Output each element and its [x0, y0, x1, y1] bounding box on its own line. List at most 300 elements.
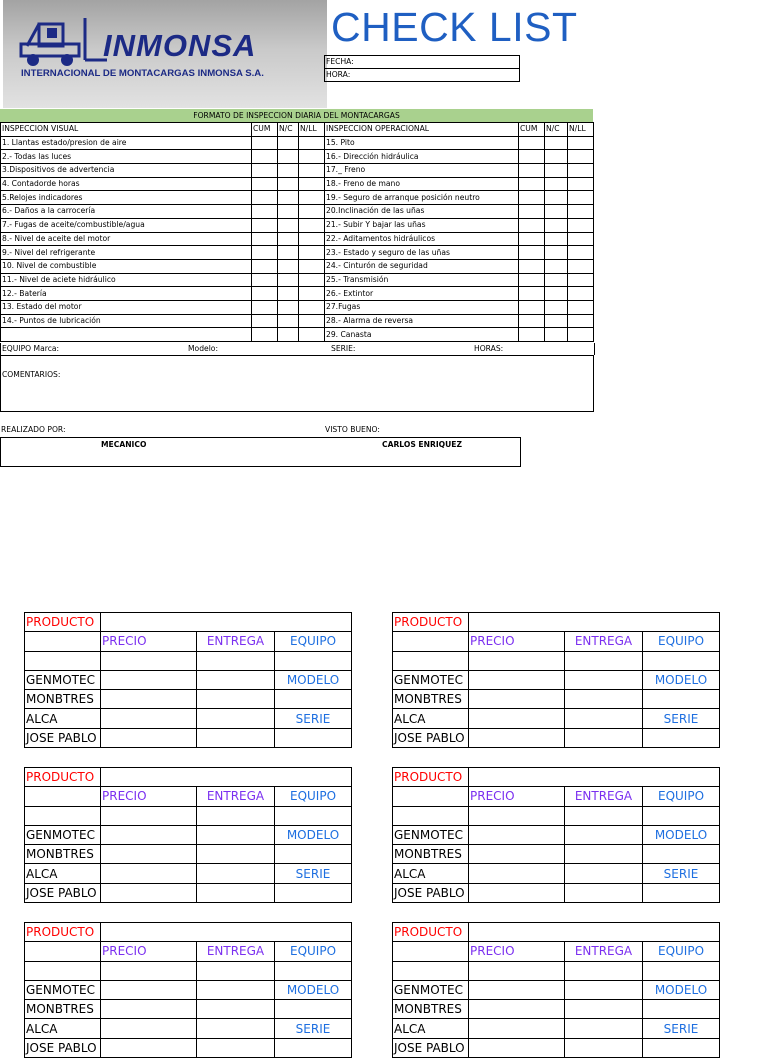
- empty-cell[interactable]: [565, 806, 643, 825]
- equipo-serie-label: SERIE:: [331, 344, 356, 353]
- operational-nll-check[interactable]: [568, 232, 594, 246]
- precio-header: PRECIO: [469, 942, 565, 961]
- operational-nll-check[interactable]: [568, 246, 594, 260]
- operational-nll-check[interactable]: [568, 191, 594, 205]
- operational-cum-check[interactable]: [519, 273, 545, 287]
- visual-cum-check[interactable]: [252, 259, 278, 273]
- logo-tagline: INTERNACIONAL DE MONTACARGAS INMONSA S.A.: [21, 68, 264, 79]
- vendor-row: [393, 845, 720, 864]
- vendor-label: JOSE PABLO: [393, 1038, 469, 1057]
- operational-item: 26.- Extintor: [325, 287, 519, 301]
- visual-nc-check[interactable]: [278, 205, 299, 219]
- empty-cell[interactable]: [101, 651, 197, 670]
- entrega-cell[interactable]: [197, 980, 275, 999]
- visual-nll-check[interactable]: [299, 205, 325, 219]
- producto-value[interactable]: [469, 923, 720, 942]
- visual-nc-check[interactable]: [278, 259, 299, 273]
- inspection-row: [1, 328, 594, 342]
- equipo-cell[interactable]: [643, 1038, 720, 1057]
- visual-nll-check[interactable]: [299, 259, 325, 273]
- empty-cell[interactable]: [469, 651, 565, 670]
- empty-cell: [393, 806, 469, 825]
- precio-header: PRECIO: [101, 787, 197, 806]
- operational-cum-check[interactable]: [519, 328, 545, 342]
- operational-nll-check[interactable]: [568, 287, 594, 301]
- visual-nc-check[interactable]: [278, 300, 299, 314]
- precio-cell[interactable]: [469, 864, 565, 883]
- precio-cell[interactable]: [101, 1038, 197, 1057]
- visual-nc-check[interactable]: [278, 232, 299, 246]
- operational-item: 19.- Seguro de arranque posición neutro: [325, 191, 519, 205]
- entrega-cell[interactable]: [197, 825, 275, 844]
- vendor-label: ALCA: [25, 1019, 101, 1038]
- vendor-label: ALCA: [393, 1019, 469, 1038]
- empty-cell[interactable]: [197, 961, 275, 980]
- visual-item: 12.- Batería: [1, 287, 252, 301]
- operational-nc-check[interactable]: [545, 273, 568, 287]
- operational-cum-check[interactable]: [519, 164, 545, 178]
- visual-nll-check[interactable]: [299, 273, 325, 287]
- entrega-header: ENTREGA: [197, 942, 275, 961]
- realizado-label: REALIZADO POR:: [1, 425, 66, 434]
- vendor-label: ALCA: [25, 709, 101, 728]
- operational-cum-check[interactable]: [519, 150, 545, 164]
- operational-item: 20.Inclinación de las uñas: [325, 205, 519, 219]
- visual-nc-check[interactable]: [278, 287, 299, 301]
- visual-nc-check[interactable]: [278, 177, 299, 191]
- entrega-cell[interactable]: [565, 1038, 643, 1057]
- operational-nc-check[interactable]: [545, 150, 568, 164]
- column-header-row: [393, 632, 720, 651]
- precio-header: PRECIO: [469, 632, 565, 651]
- empty-cell[interactable]: [197, 651, 275, 670]
- page-title: CHECK LIST: [331, 4, 578, 50]
- visual-nll-check[interactable]: [299, 150, 325, 164]
- equipo-cell[interactable]: [275, 883, 352, 902]
- visual-nc-check[interactable]: [278, 273, 299, 287]
- operational-nll-check[interactable]: [568, 177, 594, 191]
- visual-cum-check[interactable]: [252, 314, 278, 328]
- visual-item: 3.Dispositivos de advertencia: [1, 164, 252, 178]
- visual-nc-check[interactable]: [278, 246, 299, 260]
- visual-nll-check[interactable]: [299, 136, 325, 150]
- blank-row: [25, 961, 352, 980]
- entrega-cell[interactable]: [565, 845, 643, 864]
- operational-nc-check[interactable]: [545, 314, 568, 328]
- visual-item: 10. Nivel de combustible: [1, 259, 252, 273]
- precio-cell[interactable]: [469, 845, 565, 864]
- operational-cum-check[interactable]: [519, 136, 545, 150]
- operational-cum-check[interactable]: [519, 232, 545, 246]
- visual-item: 11.- Nivel de aciete hidráulico: [1, 273, 252, 287]
- visual-nll-check[interactable]: [299, 177, 325, 191]
- inspection-row: [1, 205, 594, 219]
- inspection-row: [1, 273, 594, 287]
- visual-cum-check[interactable]: [252, 246, 278, 260]
- precio-cell[interactable]: [469, 883, 565, 902]
- blank-row: [25, 651, 352, 670]
- vendor-label: GENMOTEC: [25, 980, 101, 999]
- visual-cum-check[interactable]: [252, 150, 278, 164]
- visual-nll-check[interactable]: [299, 287, 325, 301]
- operational-cum-check[interactable]: [519, 300, 545, 314]
- modelo-label: MODELO: [275, 670, 352, 689]
- vendor-row: [393, 883, 720, 902]
- empty-cell: [393, 787, 469, 806]
- precio-cell[interactable]: [101, 709, 197, 728]
- inspection-row: [1, 246, 594, 260]
- nc-header: N/C: [278, 123, 299, 137]
- visual-item: [1, 328, 252, 342]
- entrega-cell[interactable]: [197, 670, 275, 689]
- vendor-label: MONBTRES: [393, 845, 469, 864]
- empty-cell[interactable]: [565, 961, 643, 980]
- hora-field[interactable]: HORA:: [325, 69, 520, 82]
- operational-item: 16.- Dirección hidráulica: [325, 150, 519, 164]
- empty-cell[interactable]: [469, 806, 565, 825]
- visual-nll-check[interactable]: [299, 300, 325, 314]
- operational-cum-check[interactable]: [519, 259, 545, 273]
- precio-cell[interactable]: [101, 690, 197, 709]
- entrega-cell[interactable]: [565, 864, 643, 883]
- column-header-row: [25, 787, 352, 806]
- equipo-cell[interactable]: [643, 1000, 720, 1019]
- entrega-cell[interactable]: [565, 883, 643, 902]
- visual-nc-check[interactable]: [278, 150, 299, 164]
- operational-nll-check[interactable]: [568, 300, 594, 314]
- inspection-row: [1, 300, 594, 314]
- entrega-header: ENTREGA: [565, 942, 643, 961]
- visual-item: 9.- Nivel del refrigerante: [1, 246, 252, 260]
- precio-cell[interactable]: [101, 980, 197, 999]
- visual-cum-check[interactable]: [252, 177, 278, 191]
- precio-cell[interactable]: [469, 709, 565, 728]
- operational-nll-check[interactable]: [568, 164, 594, 178]
- vendor-row: [25, 1019, 352, 1038]
- forklift-icon: [17, 16, 109, 68]
- operational-nc-check[interactable]: [545, 287, 568, 301]
- inspection-header-row: [1, 123, 594, 137]
- carlos-label: CARLOS ENRIQUEZ: [382, 440, 462, 449]
- inspection-table: [0, 122, 594, 342]
- entrega-cell[interactable]: [197, 1000, 275, 1019]
- mecanico-label: MECANICO: [101, 440, 147, 449]
- precio-cell[interactable]: [101, 845, 197, 864]
- equipo-cell[interactable]: [275, 845, 352, 864]
- producto-label: PRODUCTO: [393, 613, 469, 632]
- entrega-cell[interactable]: [197, 1019, 275, 1038]
- equipo-header: EQUIPO: [275, 787, 352, 806]
- fecha-field[interactable]: FECHA:: [325, 56, 520, 69]
- precio-cell[interactable]: [469, 690, 565, 709]
- equipo-cell[interactable]: [275, 728, 352, 747]
- empty-cell[interactable]: [197, 806, 275, 825]
- visual-nc-check[interactable]: [278, 328, 299, 342]
- empty-cell[interactable]: [643, 961, 720, 980]
- operational-nc-check[interactable]: [545, 177, 568, 191]
- entrega-cell[interactable]: [197, 864, 275, 883]
- vendor-label: GENMOTEC: [393, 670, 469, 689]
- operational-nll-check[interactable]: [568, 259, 594, 273]
- operational-nll-check[interactable]: [568, 136, 594, 150]
- visual-item: 8.- Nivel de aceite del motor: [1, 232, 252, 246]
- empty-cell[interactable]: [101, 806, 197, 825]
- operational-cum-check[interactable]: [519, 246, 545, 260]
- entrega-cell[interactable]: [565, 690, 643, 709]
- visual-nc-check[interactable]: [278, 314, 299, 328]
- column-header-row: [25, 942, 352, 961]
- empty-cell[interactable]: [469, 961, 565, 980]
- vendor-label: GENMOTEC: [393, 825, 469, 844]
- operational-nll-check[interactable]: [568, 273, 594, 287]
- visual-nll-check[interactable]: [299, 218, 325, 232]
- precio-cell[interactable]: [101, 728, 197, 747]
- operational-nll-check[interactable]: [568, 150, 594, 164]
- precio-cell[interactable]: [469, 1038, 565, 1057]
- entrega-cell[interactable]: [197, 709, 275, 728]
- visual-nll-check[interactable]: [299, 246, 325, 260]
- visual-cum-check[interactable]: [252, 287, 278, 301]
- precio-header: PRECIO: [101, 942, 197, 961]
- operational-nll-check[interactable]: [568, 314, 594, 328]
- equipo-cell[interactable]: [275, 1000, 352, 1019]
- entrega-cell[interactable]: [565, 1019, 643, 1038]
- empty-cell[interactable]: [275, 651, 352, 670]
- producto-row: [25, 768, 352, 787]
- operational-nc-check[interactable]: [545, 136, 568, 150]
- operational-nc-check[interactable]: [545, 300, 568, 314]
- operational-item: 29. Canasta: [325, 328, 519, 342]
- visual-header: INSPECCION VISUAL: [1, 123, 252, 137]
- vendor-label: MONBTRES: [25, 845, 101, 864]
- producto-value[interactable]: [469, 768, 720, 787]
- entrega-cell[interactable]: [565, 1000, 643, 1019]
- producto-value[interactable]: [101, 768, 352, 787]
- operational-cum-check[interactable]: [519, 191, 545, 205]
- serie-label: SERIE: [643, 709, 720, 728]
- serie-label: SERIE: [275, 709, 352, 728]
- visual-cum-check[interactable]: [252, 191, 278, 205]
- entrega-header: ENTREGA: [197, 787, 275, 806]
- visual-nll-check[interactable]: [299, 314, 325, 328]
- vendor-label: ALCA: [25, 864, 101, 883]
- entrega-cell[interactable]: [197, 728, 275, 747]
- operational-item: 24.- Cinturón de seguridad: [325, 259, 519, 273]
- visual-nc-check[interactable]: [278, 164, 299, 178]
- visto-bueno-label: VISTO BUENO:: [325, 425, 380, 434]
- visual-cum-check[interactable]: [252, 232, 278, 246]
- visual-nc-check[interactable]: [278, 191, 299, 205]
- cum-header: CUM: [252, 123, 278, 137]
- vendor-row: [25, 845, 352, 864]
- precio-cell[interactable]: [469, 728, 565, 747]
- empty-cell[interactable]: [643, 651, 720, 670]
- operational-nc-check[interactable]: [545, 246, 568, 260]
- visual-nc-check[interactable]: [278, 136, 299, 150]
- vendor-label: ALCA: [393, 709, 469, 728]
- empty-cell: [393, 961, 469, 980]
- operational-cum-check[interactable]: [519, 205, 545, 219]
- producto-label: PRODUCTO: [393, 923, 469, 942]
- entrega-cell[interactable]: [565, 709, 643, 728]
- equipo-cell[interactable]: [643, 883, 720, 902]
- entrega-cell[interactable]: [197, 1038, 275, 1057]
- precio-header: PRECIO: [101, 632, 197, 651]
- operational-nll-check[interactable]: [568, 218, 594, 232]
- serie-label: SERIE: [643, 1019, 720, 1038]
- inspection-row: [1, 164, 594, 178]
- vendor-label: JOSE PABLO: [25, 1038, 101, 1057]
- visual-cum-check[interactable]: [252, 205, 278, 219]
- entrega-cell[interactable]: [197, 845, 275, 864]
- modelo-label: MODELO: [643, 825, 720, 844]
- precio-cell[interactable]: [101, 825, 197, 844]
- operational-nll-check[interactable]: [568, 205, 594, 219]
- operational-nc-check[interactable]: [545, 328, 568, 342]
- vendor-row: [25, 670, 352, 689]
- visual-nll-check[interactable]: [299, 232, 325, 246]
- equipo-cell[interactable]: [275, 1038, 352, 1057]
- producto-value[interactable]: [101, 923, 352, 942]
- vendor-row: [393, 1038, 720, 1057]
- visual-nll-check[interactable]: [299, 328, 325, 342]
- entrega-cell[interactable]: [197, 883, 275, 902]
- visual-item: 14.- Puntos de lubricación: [1, 314, 252, 328]
- visual-cum-check[interactable]: [252, 328, 278, 342]
- equipo-marca-label: EQUIPO Marca:: [2, 344, 60, 353]
- empty-cell[interactable]: [275, 806, 352, 825]
- cum-header: CUM: [519, 123, 545, 137]
- equipo-cell[interactable]: [643, 845, 720, 864]
- form-title: FORMATO DE INSPECCION DIARIA DEL MONTACARGAS: [0, 109, 593, 122]
- product-grid: [24, 612, 352, 748]
- vendor-label: ALCA: [393, 864, 469, 883]
- vendor-row: [25, 864, 352, 883]
- empty-cell: [25, 942, 101, 961]
- visual-nll-check[interactable]: [299, 164, 325, 178]
- precio-cell[interactable]: [469, 980, 565, 999]
- producto-value[interactable]: [101, 613, 352, 632]
- empty-cell[interactable]: [275, 961, 352, 980]
- vendor-row: [393, 690, 720, 709]
- operational-cum-check[interactable]: [519, 287, 545, 301]
- operational-item: 23.- Estado y seguro de las uñas: [325, 246, 519, 260]
- precio-cell[interactable]: [101, 864, 197, 883]
- vendor-label: GENMOTEC: [25, 670, 101, 689]
- producto-row: [393, 613, 720, 632]
- visual-cum-check[interactable]: [252, 136, 278, 150]
- inspection-row: [1, 191, 594, 205]
- vendor-row: [25, 1000, 352, 1019]
- operational-cum-check[interactable]: [519, 177, 545, 191]
- blank-row: [25, 806, 352, 825]
- equipo-cell[interactable]: [643, 728, 720, 747]
- operational-nc-check[interactable]: [545, 191, 568, 205]
- visual-nc-check[interactable]: [278, 218, 299, 232]
- equipo-header: EQUIPO: [643, 942, 720, 961]
- precio-header: PRECIO: [469, 787, 565, 806]
- column-header-row: [25, 632, 352, 651]
- operational-nc-check[interactable]: [545, 164, 568, 178]
- operational-nll-check[interactable]: [568, 328, 594, 342]
- modelo-label: MODELO: [275, 980, 352, 999]
- empty-cell[interactable]: [101, 961, 197, 980]
- precio-cell[interactable]: [469, 1019, 565, 1038]
- precio-cell[interactable]: [101, 670, 197, 689]
- equipo-header: EQUIPO: [643, 632, 720, 651]
- precio-cell[interactable]: [469, 670, 565, 689]
- precio-cell[interactable]: [101, 1000, 197, 1019]
- visual-nll-check[interactable]: [299, 191, 325, 205]
- operational-item: 27.Fugas: [325, 300, 519, 314]
- vendor-label: MONBTRES: [25, 1000, 101, 1019]
- operational-cum-check[interactable]: [519, 218, 545, 232]
- precio-cell[interactable]: [101, 1019, 197, 1038]
- inspection-row: [1, 287, 594, 301]
- signature-box: [0, 437, 521, 467]
- operational-cum-check[interactable]: [519, 314, 545, 328]
- blank-row: [393, 651, 720, 670]
- entrega-cell[interactable]: [565, 670, 643, 689]
- modelo-label: MODELO: [275, 825, 352, 844]
- entrega-cell[interactable]: [565, 980, 643, 999]
- entrega-cell[interactable]: [565, 825, 643, 844]
- equipo-cell[interactable]: [275, 690, 352, 709]
- producto-value[interactable]: [469, 613, 720, 632]
- column-header-row: [393, 787, 720, 806]
- producto-label: PRODUCTO: [25, 768, 101, 787]
- empty-cell[interactable]: [643, 806, 720, 825]
- operational-nc-check[interactable]: [545, 205, 568, 219]
- product-grid: [392, 922, 720, 1058]
- blank-row: [393, 806, 720, 825]
- visual-item: 1. Llantas estado/presion de aire: [1, 136, 252, 150]
- producto-row: [25, 613, 352, 632]
- equipo-header: EQUIPO: [643, 787, 720, 806]
- vendor-row: [393, 1019, 720, 1038]
- operational-nc-check[interactable]: [545, 232, 568, 246]
- operational-item: 22.- Aditamentos hidráulicos: [325, 232, 519, 246]
- visual-cum-check[interactable]: [252, 273, 278, 287]
- vendor-label: MONBTRES: [393, 690, 469, 709]
- operational-nc-check[interactable]: [545, 259, 568, 273]
- vendor-row: [393, 728, 720, 747]
- inspection-row: [1, 259, 594, 273]
- column-header-row: [393, 942, 720, 961]
- comentarios-box[interactable]: [0, 355, 594, 412]
- visual-item: 2.- Todas las luces: [1, 150, 252, 164]
- operational-nc-check[interactable]: [545, 218, 568, 232]
- visual-cum-check[interactable]: [252, 300, 278, 314]
- operational-item: 25.- Transmisión: [325, 273, 519, 287]
- precio-cell[interactable]: [469, 825, 565, 844]
- visual-cum-check[interactable]: [252, 218, 278, 232]
- vendor-label: MONBTRES: [393, 1000, 469, 1019]
- precio-cell[interactable]: [101, 883, 197, 902]
- equipo-cell[interactable]: [643, 690, 720, 709]
- company-logo: [3, 0, 327, 108]
- producto-row: [393, 768, 720, 787]
- inspection-row: [1, 150, 594, 164]
- vendor-row: [25, 709, 352, 728]
- vendor-row: [393, 825, 720, 844]
- visual-cum-check[interactable]: [252, 164, 278, 178]
- entrega-cell[interactable]: [565, 728, 643, 747]
- empty-cell[interactable]: [565, 651, 643, 670]
- empty-cell: [393, 942, 469, 961]
- precio-cell[interactable]: [469, 1000, 565, 1019]
- entrega-cell[interactable]: [197, 690, 275, 709]
